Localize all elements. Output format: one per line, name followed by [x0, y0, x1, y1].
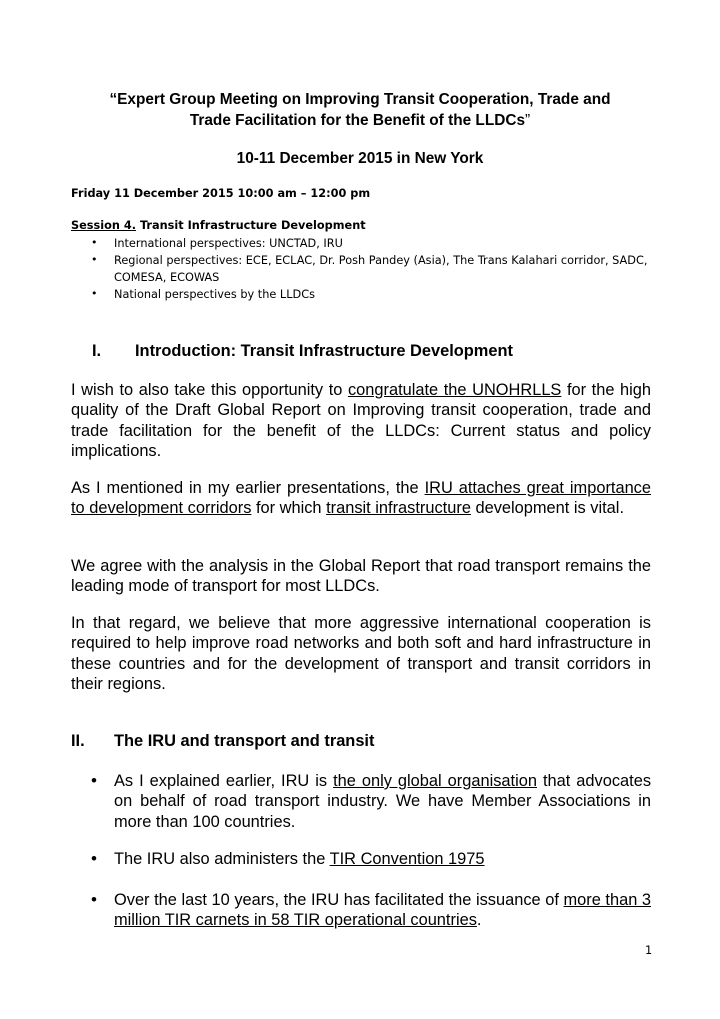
section1-paragraph-3: We agree with the analysis in the Global Report that road transport remains the leading mode of transport for most LLDCs. [71, 557, 651, 596]
bullet-icon: • [91, 253, 98, 266]
section1-paragraph-2 [71, 478, 651, 519]
bullet-icon: • [91, 287, 98, 300]
p2-text-c: development is vital. [470, 499, 624, 518]
schedule-bullet-3: National perspectives by the LLDCs [114, 288, 315, 301]
section1-paragraph-1 [71, 380, 651, 461]
p1-underline: congratulate the UNOHRLLS [347, 381, 562, 399]
bullet-icon: • [91, 849, 97, 868]
section2-title: The IRU and transport and transit [114, 732, 375, 750]
p2-underline-1: IRU attaches great importance to development corridors [71, 479, 651, 518]
session-heading [71, 219, 366, 232]
bullet-icon: • [91, 771, 97, 790]
page-number: 1 [645, 944, 653, 957]
session-label: Session 4. [71, 219, 137, 232]
b1-text-a: As I explained earlier, IRU is [114, 772, 334, 790]
section2-bullet-3 [114, 890, 651, 931]
b3-text-a: Over the last 10 years, the IRU has facilitated the issuance of [114, 891, 564, 909]
b3-text-b: . [476, 911, 482, 930]
schedule-bullet-2: Regional perspectives: ECE, ECLAC, Dr. Posh Pandey (Asia), The Trans Kalahari corridor, SADC, [114, 254, 648, 267]
b2-underline: TIR Convention 1975 [329, 850, 485, 868]
bullet-icon: • [91, 236, 98, 249]
b3-underline: more than 3 million TIR carnets in 58 TIR operational countries [114, 891, 652, 930]
p2-text-a: As I mentioned in my earlier presentations, the [71, 479, 425, 497]
p1-text-b: for the high quality of the Draft Global Report on Improving transit cooperation, trade and trade facilitation for the benefit of the LLDCs: Current status and policy implications. [71, 381, 652, 460]
meeting-date: 10-11 December 2015 in New York [236, 150, 484, 167]
section1-title: Introduction: Transit Infrastructure Development [135, 342, 513, 360]
p1-text-a: I wish to also take this opportunity to [71, 381, 348, 399]
meeting-title-line2-text: Trade Facilitation for the Benefit of the LLDCs [189, 112, 526, 129]
p2-underline-2: transit infrastructure [326, 499, 471, 518]
b1-text-b: that advocates on behalf of road transport industry. We have Member Associations in more than 100 countries. [114, 772, 652, 831]
section2-number: II. [71, 732, 85, 750]
b1-underline: the only global organisation [333, 772, 537, 790]
session-title: Transit Infrastructure Development [136, 219, 366, 232]
section1-number: I. [92, 342, 102, 360]
b2-text-a: The IRU also administers the [114, 850, 330, 868]
meeting-title-line2 [60, 112, 660, 130]
schedule-bullet-1: International perspectives: UNCTAD, IRU [114, 237, 343, 250]
closing-quote: ” [525, 112, 531, 129]
p2-text-b: for which [251, 499, 327, 518]
section2-bullet-2 [114, 849, 651, 869]
schedule-bullet-2-cont: COMESA, ECOWAS [114, 271, 220, 284]
schedule-time: Friday 11 December 2015 10:00 am – 12:00 pm [71, 187, 371, 200]
meeting-title-line1: “Expert Group Meeting on Improving Transit Cooperation, Trade and [109, 91, 611, 108]
bullet-icon: • [91, 890, 97, 909]
section1-paragraph-4: In that regard, we believe that more aggressive international cooperation is required to help improve road networks and both soft and hard infrastructure in these countries and for the development of transport and transit corridors in their regions. [71, 614, 651, 693]
section2-bullet-1 [114, 771, 651, 832]
